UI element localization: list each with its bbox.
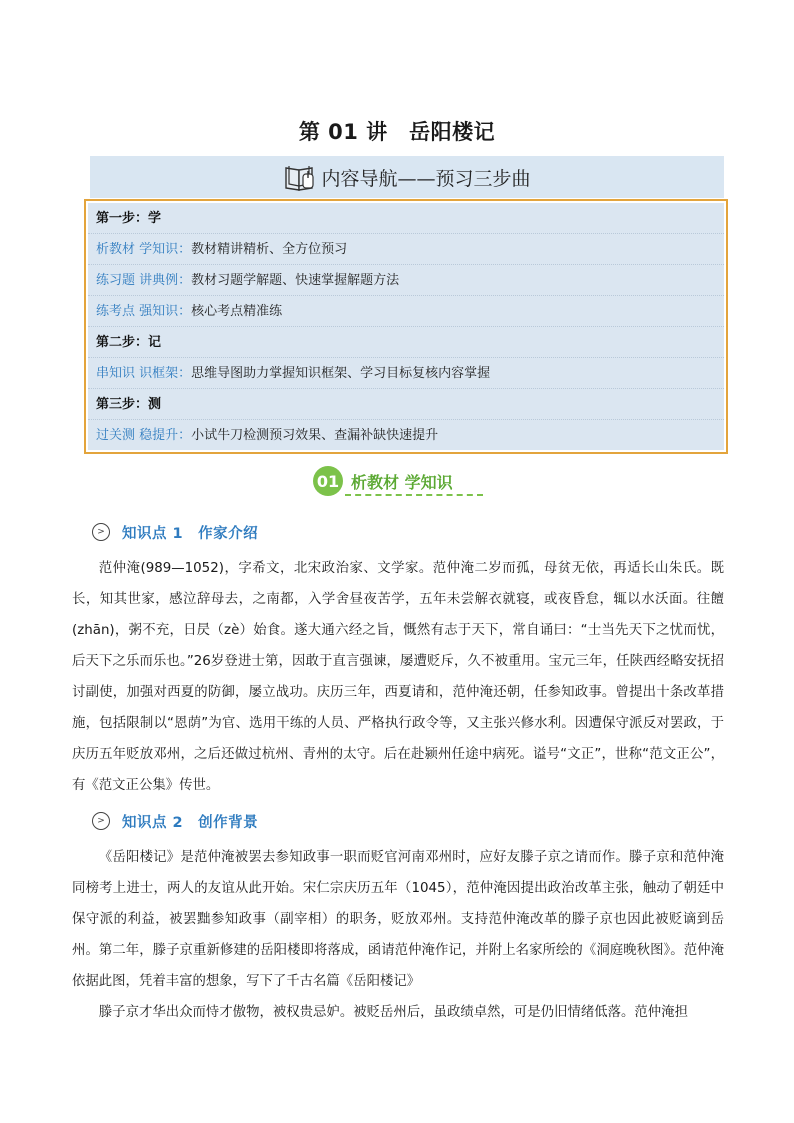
knowledge-point-title: 知识点 1 作家介绍 (122, 525, 259, 542)
section-heading (313, 465, 453, 497)
step-row (88, 327, 724, 358)
book-icon (283, 162, 317, 192)
step-text: 教材精讲精析、全方位预习 (191, 242, 348, 257)
knowledge-point-heading (92, 809, 258, 833)
step-row (88, 265, 724, 296)
knowledge-point-title: 知识点 2 创作背景 (122, 814, 259, 831)
section-underline (345, 494, 483, 496)
section-number-badge: 01 (313, 466, 343, 496)
step-label: 第三步：测 (96, 397, 162, 412)
step-row (88, 389, 724, 420)
knowledge-point-heading (92, 520, 258, 544)
step-row (88, 203, 724, 234)
step-text: 小试牛刀检测预习效果、查漏补缺快速提升 (191, 428, 439, 443)
nav-title: 内容导航——预习三步曲 (321, 167, 531, 190)
paragraph: 滕子京才华出众而恃才傲物，被权贵忌妒。被贬岳州后，虽政绩卓然，可是仍旧情绪低落。范仲淹担 (98, 1005, 688, 1020)
step-row (88, 296, 724, 327)
step-label: 练考点 强知识： (96, 304, 192, 319)
steps-box (84, 199, 728, 454)
step-row (88, 420, 724, 451)
paragraph: 《岳阳楼记》是范仲淹被罢去参知政事一职而贬官河南邓州时，应好友滕子京之请而作。滕子京和范仲淹同榜考上进士，两人的友谊从此开始。宋仁宗庆历五年（1045），范仲淹因提出政治改革主张，触动了朝廷中保守派的利益，被罢黜参知政事（副宰相）的职务，贬放邓州。支持范仲淹改革的滕子京也因此被贬谪到岳州。第二年，滕子京重新修建的岳阳楼即将落成，函请范仲淹作记，并附上名家所绘的《洞庭晚秋图》。范仲淹依据此图，凭着丰富的想象，写下了千古名篇《岳阳楼记》 (72, 850, 724, 989)
paragraph: 范仲淹(989—1052)，字希文，北宋政治家、文学家。范仲淹二岁而孤，母贫无依，再适长山朱氏。既长，知其世家，感泣辞母去，之南都，入学舍昼夜苦学，五年未尝解衣就寝，或夜昏怠，辄以水沃面。往饘(zhān)，粥不充，日昃（zè）始食。遂大通六经之旨，慨然有志于天下，常自诵曰：“士当先天下之忧而忧，后天下之乐而乐也。”26岁登进士第，因敢于直言强谏，屡遭贬斥，久不被重用。宝元三年，任陕西经略安抚招讨副使，加强对西夏的防御，屡立战功。庆历三年，西夏请和，范仲淹还朝，任参知政事。曾提出十条改革措施，包括限制以“恩荫”为官、选用干练的人员、严格执行政令等，又主张兴修水利。因遭保守派反对罢政，于庆历五年贬放邓州，之后还做过杭州、青州的太守。后在赴颍州任途中病死。谥号“文正”，世称“范文正公”，有《范文正公集》传世。 (72, 561, 724, 793)
step-text: 核心考点精准练 (191, 304, 283, 319)
step-label: 过关测 稳提升： (96, 428, 192, 443)
step-label: 第二步：记 (96, 335, 162, 350)
step-text: 思维导图助力掌握知识框架、学习目标复核内容掌握 (191, 366, 491, 381)
step-label: 串知识 识框架： (96, 366, 192, 381)
nav-header (90, 156, 724, 198)
arrow-circle-icon: > (92, 523, 110, 541)
step-row (88, 234, 724, 265)
step-label: 练习题 讲典例： (96, 273, 192, 288)
page-title: 第 01 讲 岳阳楼记 (298, 120, 496, 145)
step-row (88, 358, 724, 389)
section-title: 析教材 学知识 (351, 472, 453, 492)
step-label: 第一步：学 (96, 211, 162, 226)
step-label: 析教材 学知识： (96, 242, 192, 257)
arrow-circle-icon: > (92, 812, 110, 830)
step-text: 教材习题学解题、快速掌握解题方法 (191, 273, 400, 288)
